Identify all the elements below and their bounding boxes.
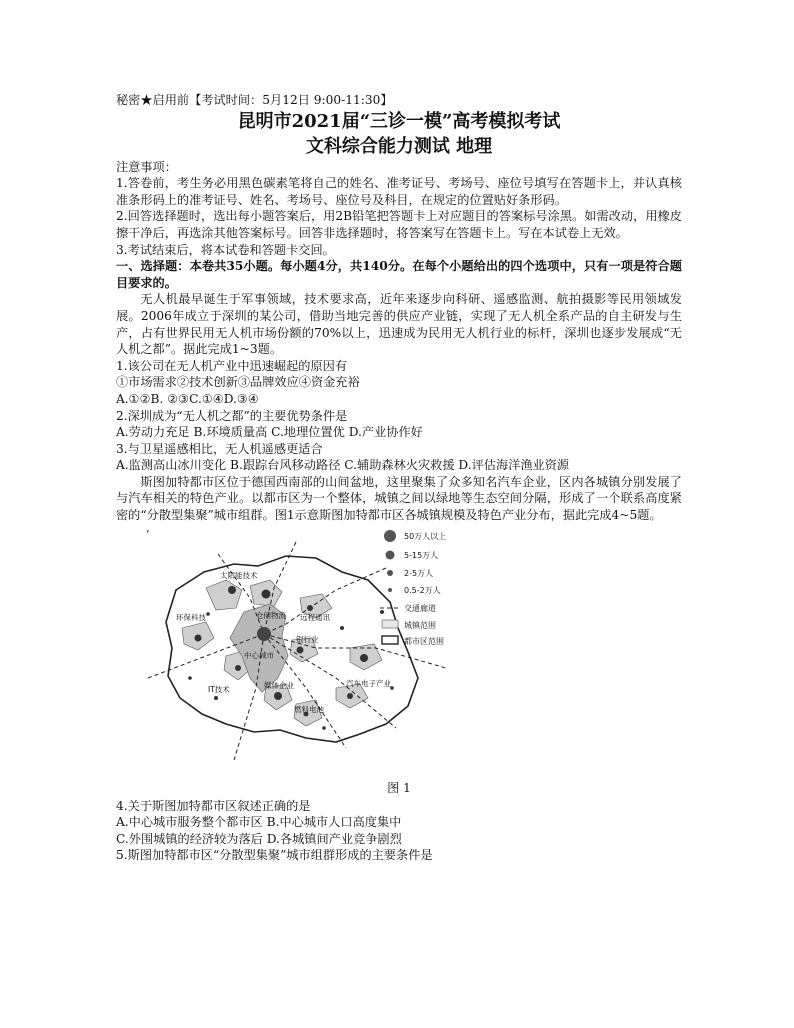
note-2: 2.回答选择题时，选出每小题答案后，用2B铅笔把答题卡上对应题目的答案标号涂黑。如需改动，用橡皮擦干净后，再选涂其他答案标号。回答非选择题时，将答案写在答题卡上。写在本试卷上无效。 xyxy=(116,209,682,240)
label-it: IT技术 xyxy=(208,684,230,694)
stuttgart-map xyxy=(146,528,476,778)
q4-stem: 4.关于斯图加特都市区叙述正确的是 xyxy=(116,798,311,813)
note-1: 1.答卷前，考生务必用黑色碳素笔将自己的姓名、准考证号、考场号、座位号填写在答题卡上，并认真核准条形码上的准考证号、姓名、考场号、座位号及科目，在规定的位置贴好条形码。 xyxy=(116,176,682,207)
q4-options-2: C.外围城镇的经济较为落后 D.各城镇间产业竞争剧烈 xyxy=(116,831,402,846)
stray-mark: ’ xyxy=(146,527,150,541)
label-eco: 环保科技 xyxy=(176,612,206,622)
q3-options: A.监测高山冰川变化 B.跟踪台风移动路径 C.辅助森林火灾救援 D.评估海洋渔业资源 xyxy=(116,458,570,473)
section-heading: 一、选择题：本卷共35小题。每小题4分，共140分。在每个小题给出的四个选项中，只有一项是符合题目要求的。 xyxy=(116,259,682,290)
legend-corridor: 交通廊道 xyxy=(404,603,436,613)
label-media: 媒体企业 xyxy=(264,680,294,690)
label-solar: 太阳能技术 xyxy=(220,570,258,580)
q5-stem: 5.斯图加特都市区“分散型集聚”城市组群形成的主要条件是 xyxy=(116,848,433,863)
figure-caption: 图 1 xyxy=(387,780,411,795)
exam-page xyxy=(116,92,682,864)
figure-1 xyxy=(116,528,682,778)
label-telecom: 远程通讯 xyxy=(300,612,330,622)
q1-items: ①市场需求②技术创新③品牌效应④资金充裕 xyxy=(116,375,360,390)
confidential-line: 秘密★启用前【考试时间：5月12日 9:00-11:30】 xyxy=(116,93,393,107)
label-fuel-cell: 燃料电池 xyxy=(294,704,324,714)
q2-stem: 2.深圳成为“无人机之都”的主要优势条件是 xyxy=(116,408,348,423)
legend-metro: 都市区范围 xyxy=(404,636,444,646)
q1-stem: 1.该公司在无人机产业中迅速崛起的原因有 xyxy=(116,358,348,373)
q3-stem: 3.与卫星遥感相比，无人机遥感更适合 xyxy=(116,441,323,456)
legend-town: 城镇范围 xyxy=(404,620,436,630)
legend-50w: 50万人以上 xyxy=(404,531,447,541)
label-logistics: 仓储物流 xyxy=(256,610,286,620)
note-3: 3.考试结束后，将本试卷和答题卡交回。 xyxy=(116,242,335,257)
label-central-city: 中心城市 xyxy=(244,650,274,660)
label-auto-electronics: 汽车电子产业 xyxy=(346,678,391,688)
label-banking: 银行业 xyxy=(296,634,319,644)
legend-5-15w: 5-15万人 xyxy=(404,550,439,560)
legend-0.5-2w: 0.5-2万人 xyxy=(404,585,441,595)
q4-options-1: A.中心城市服务整个都市区 B.中心城市人口高度集中 xyxy=(116,815,402,830)
q2-options: A.劳动力充足 B.环境质量高 C.地理位置优 D.产业协作好 xyxy=(116,425,423,440)
legend-2-5w: 2-5万人 xyxy=(404,568,434,578)
exam-subtitle: 文科综合能力测试 地理 xyxy=(305,135,493,157)
passage-drones: 无人机最早诞生于军事领域，技术要求高，近年来逐步向科研、遥感监测、航拍摄影等民用领域发展。2006年成立于深圳的某公司，借助当地完善的供应产业链，实现了无人机全系产品的自主研发与生产，占有世界民用无人机市场份额的70%以上，迅速成为民用无人机行业的标杆，深圳也逐步发展成“无人机之都”。据此完成1~3题。 xyxy=(116,292,682,357)
map-legend xyxy=(380,530,446,646)
exam-title: 昆明市2021届“三诊一模”高考模拟考试 xyxy=(237,110,561,132)
q1-options: A.①②B. ②③C.①④D.③④ xyxy=(116,391,259,406)
passage-stuttgart: 斯图加特都市区位于德国西南部的山间盆地，这里聚集了众多知名汽车企业，区内各城镇分别发展了与汽车相关的特色产业。以都市区为一个整体，城镇之间以绿地等生态空间分隔，形成了一个联系高度紧密的“分散型集聚”城市组群。图1示意斯图加特都市区各城镇规模及特色产业分布，据此完成4~5题。 xyxy=(116,474,682,523)
notes-heading: 注意事项： xyxy=(116,159,177,174)
